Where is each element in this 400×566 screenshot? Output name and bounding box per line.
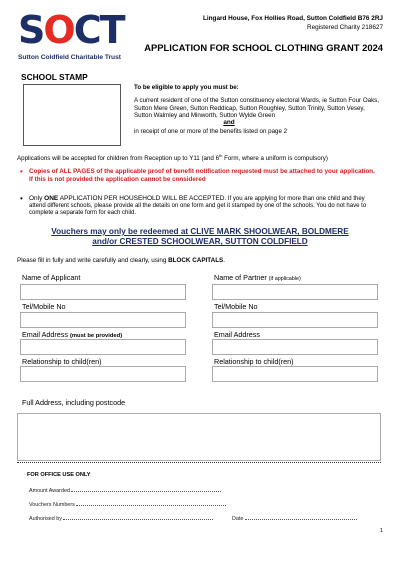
partner-email-label: Email Address [214, 330, 260, 339]
charity-number: Registered Charity 218627 [306, 24, 383, 31]
school-stamp-heading: SCHOOL STAMP [21, 72, 88, 82]
page-title: APPLICATION FOR SCHOOL CLOTHING GRANT 2024 [144, 42, 383, 53]
partner-relationship-label: Relationship to child(ren) [214, 357, 294, 366]
address-line: Lingard House, Fox Hollies Road, Sutton Coldfield B76 2RJ [202, 15, 383, 22]
bullet-icon: • [20, 167, 23, 176]
acceptance-note: Applications will be accepted for children from Reception up to Y11 (and 6th Form, where a uniform is compulsory) [17, 153, 328, 163]
full-address-label: Full Address, including postcode [22, 398, 126, 407]
partner-email-field[interactable] [212, 339, 378, 355]
partner-name-label: Name of Partner (if applicable) [214, 273, 301, 282]
partner-tel-label: Tel/Mobile No [214, 302, 258, 311]
applicant-tel-field[interactable] [20, 312, 186, 328]
fill-instructions: Please fill in fully and write carefully and clearly, using BLOCK CAPITALS. [17, 257, 225, 264]
voucher-numbers-line: Vouchers Numbers [29, 501, 226, 508]
partner-name-field[interactable] [212, 284, 378, 300]
logo: SOCT [18, 8, 124, 52]
bullet-icon: • [20, 194, 23, 203]
eligibility-benefits-text: in receipt of one or more of the benefits listed on page 2 [134, 128, 288, 135]
applicant-tel-label: Tel/Mobile No [22, 302, 66, 311]
page-number: 1 [379, 528, 383, 534]
applicant-name-field[interactable] [20, 284, 186, 300]
applicant-email-label: Email Address (must be provided) [22, 330, 123, 339]
office-separator [17, 462, 381, 463]
logo-subtitle: Sutton Coldfield Charitable Trust [18, 54, 121, 61]
applicant-relationship-field[interactable] [20, 366, 186, 382]
applicant-relationship-label: Relationship to child(ren) [22, 357, 102, 366]
authorised-by-line: Authorised by [29, 515, 213, 522]
household-note: Only ONE APPLICATION PER HOUSEHOLD WILL BE ACCEPTED. If you are applying for more than one child and they attend different schools, please provide all the details on one form and get it stamped by one of the schools. You do not have to complete a separate form for each child. [29, 195, 367, 217]
applicant-name-label: Name of Applicant [22, 273, 81, 282]
eligibility-wards-text: A current resident of one of the Sutton constituency electoral Wards, ie Sutton Four Oaks, Sutton Mere Green, Sutton Reddicap, Sutton Roughley, Sutton Trinity, Sutton Vesey, Sutton Walmley and Minworth, Sutton Wylde Green [134, 97, 379, 120]
date-line: Date [232, 515, 357, 522]
amount-awarded-line: Amount Awarded [29, 487, 221, 494]
school-stamp-box [23, 84, 121, 146]
applicant-email-field[interactable] [20, 339, 186, 355]
partner-tel-field[interactable] [212, 312, 378, 328]
full-address-field[interactable] [17, 413, 381, 461]
eligibility-heading: To be eligible to apply you must be: [134, 84, 239, 91]
proof-warning: Copies of ALL PAGES of the applicable proof of benefit notification requested must be attached to your application. If this is not provided the application cannot be considered [29, 168, 375, 183]
vouchers-notice: Vouchers may only be redeemed at CLIVE MARK SHOOLWEAR, BOLDMERE and/or CRESTED SCHOOLWEAR, SUTTON COLDFIELD [51, 227, 349, 246]
eligibility-and: and [223, 119, 235, 126]
office-use-heading: FOR OFFICE USE ONLY [27, 472, 91, 478]
partner-relationship-field[interactable] [212, 366, 378, 382]
